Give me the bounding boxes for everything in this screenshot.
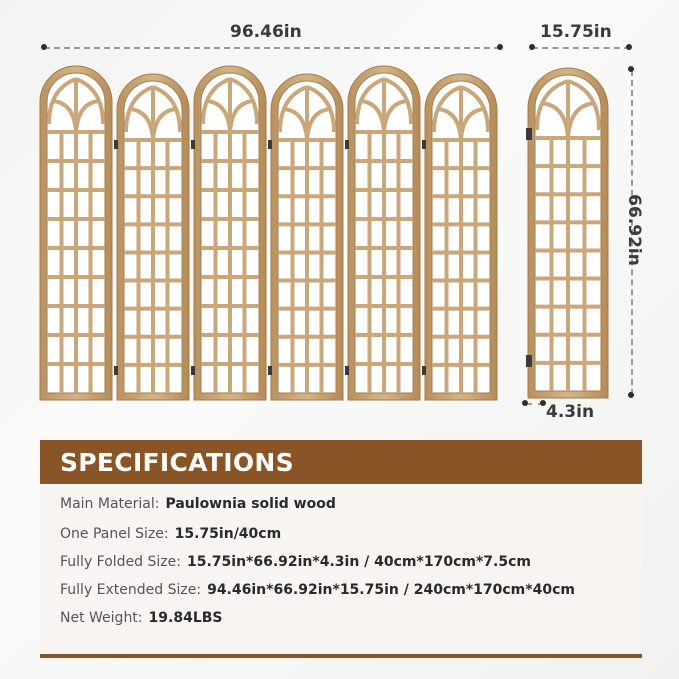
depth-label: 4.3in: [546, 402, 595, 422]
screen-panel-1: [40, 66, 112, 400]
hinge-icon: [422, 366, 426, 375]
hinge-icon: [268, 140, 272, 149]
total-width-label: 96.46in: [230, 22, 302, 42]
hinge-icon: [422, 140, 426, 149]
hinge-icon: [345, 140, 349, 149]
screen-panel-2: [117, 74, 189, 400]
spec-row-net-weight: Net Weight: 19.84LBS: [60, 610, 223, 626]
height-label: 66.92in: [623, 194, 644, 266]
screen-panel-5: [348, 66, 420, 400]
hinge-icon: [191, 140, 195, 149]
folded-panel: [528, 68, 608, 398]
screen-panel-4: [271, 74, 343, 400]
hinge-icon: [268, 366, 272, 375]
spec-row-folded-size: Fully Folded Size: 15.75in*66.92in*4.3in / 40cm*170cm*7.5cm: [60, 554, 531, 570]
hinge-icon: [114, 140, 118, 149]
hinge-icon: [114, 366, 118, 375]
specifications-card: [40, 440, 642, 658]
hinge-icon: [345, 366, 349, 375]
spec-row-panel-size: One Panel Size: 15.75in/40cm: [60, 526, 282, 542]
screen-panel-6: [425, 74, 497, 400]
panel-width-label: 15.75in: [540, 22, 612, 42]
hinge-icon: [526, 128, 532, 140]
spec-row-extended-size: Fully Extended Size: 94.46in*66.92in*15.75in / 240cm*170cm*40cm: [60, 582, 575, 598]
specifications-header: [40, 440, 642, 484]
spec-row-material: Main Material: Paulownia solid wood: [60, 496, 336, 512]
screen-panel-3: [194, 66, 266, 400]
hinge-icon: [526, 355, 532, 367]
hinge-icon: [191, 366, 195, 375]
specifications-title: SPECIFICATIONS: [60, 447, 294, 477]
